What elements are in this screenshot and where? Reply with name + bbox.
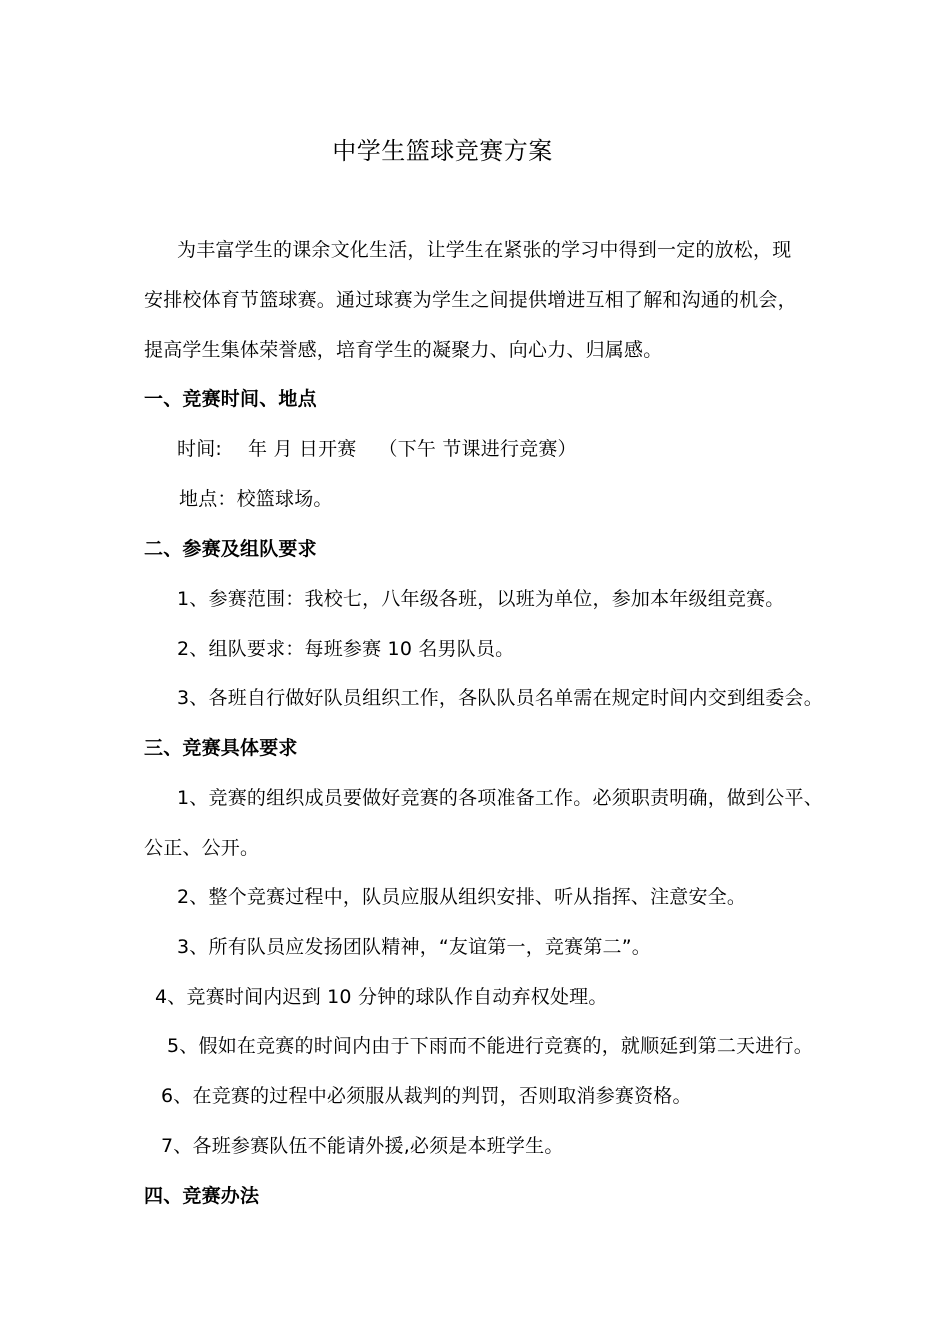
section-2-heading: 二、参赛及组队要求: [144, 538, 317, 560]
section-2-item-1: 1、参赛范围：我校七，八年级各班，以班为单位，参加本年级组竞赛。: [177, 588, 785, 610]
intro-line-1: 为丰富学生的课余文化生活，让学生在紧张的学习中得到一定的放松，现: [177, 239, 792, 261]
section-3-heading: 三、竞赛具体要求: [144, 737, 298, 759]
section-3-item-7: 7、各班参赛队伍不能请外援,必须是本班学生。: [161, 1135, 564, 1157]
place-line: 地点：校篮球场。: [179, 488, 333, 510]
document-title: 中学生篮球竞赛方案: [332, 137, 553, 165]
section-3-item-5: 5、假如在竞赛的时间内由于下雨而不能进行竞赛的，就顺延到第二天进行。: [167, 1035, 813, 1057]
section-1-heading: 一、竞赛时间、地点: [144, 388, 317, 410]
section-4-heading: 四、竞赛办法: [144, 1185, 260, 1207]
time-note: （下午 节课进行竞赛）: [378, 438, 577, 460]
section-2-item-3: 3、各班自行做好队员组织工作，各队队员名单需在规定时间内交到组委会。: [177, 687, 823, 709]
intro-line-3: 提高学生集体荣誉感，培育学生的凝聚力、向心力、归属感。: [144, 339, 663, 361]
time-label: 时间:: [177, 438, 223, 460]
section-2-item-2: 2、组队要求：每班参赛 10 名男队员。: [177, 638, 515, 660]
section-3-item-1-line-1: 1、竞赛的组织成员要做好竞赛的各项准备工作。必须职责明确，做到公平、: [177, 787, 823, 809]
section-3-item-1-line-2: 公正、公开。: [144, 837, 260, 859]
section-3-item-4: 4、竞赛时间内迟到 10 分钟的球队作自动弃权处理。: [155, 986, 608, 1008]
section-3-item-6: 6、在竞赛的过程中必须服从裁判的判罚，否则取消参赛资格。: [161, 1085, 692, 1107]
time-line: [177, 437, 577, 461]
section-3-item-2: 2、整个竞赛过程中，队员应服从组织安排、听从指挥、注意安全。: [177, 886, 747, 908]
time-value: 年 月 日开赛: [248, 438, 357, 460]
intro-line-2: 安排校体育节篮球赛。通过球赛为学生之间提供增进互相了解和沟通的机会，: [144, 289, 797, 311]
section-3-item-3: 3、所有队员应发扬团队精神，“友谊第一，竞赛第二”。: [177, 936, 651, 958]
